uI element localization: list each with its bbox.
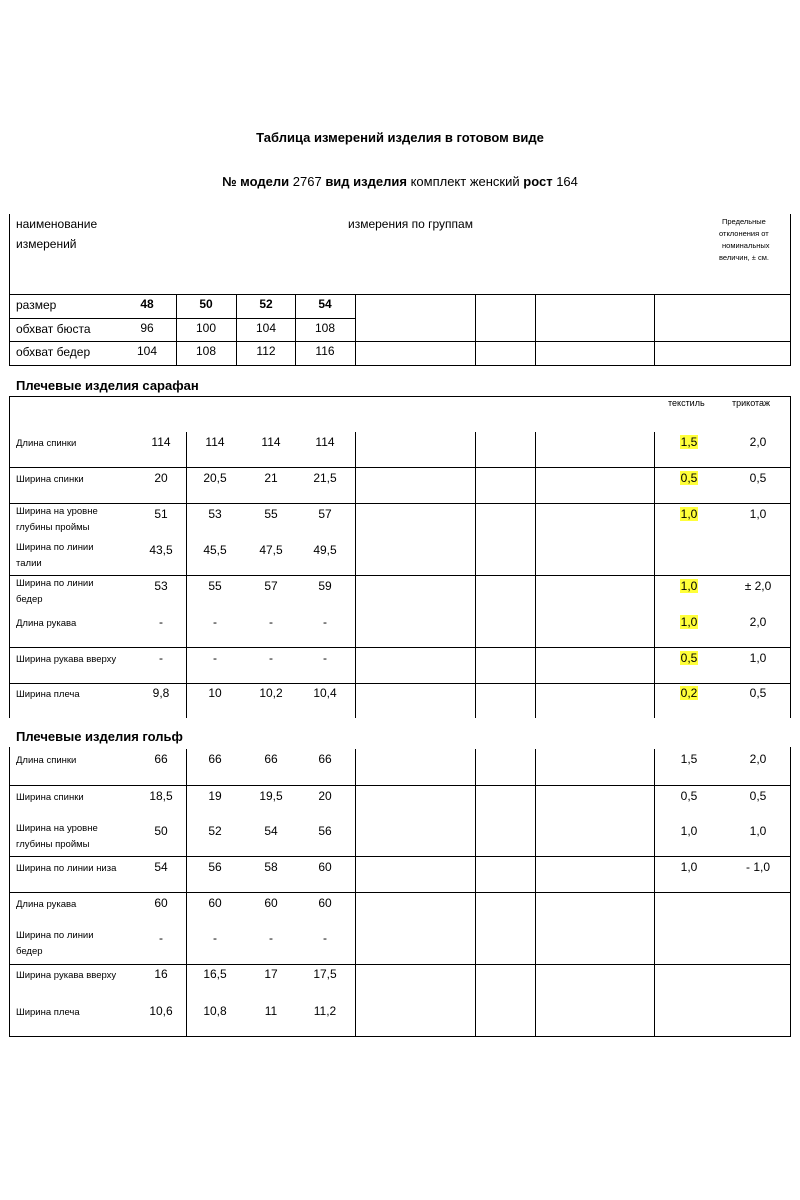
tolerance-textile-value: 1,5 xyxy=(680,435,698,449)
measure-value: 54 xyxy=(264,824,278,838)
measure-value: 10,6 xyxy=(149,1004,173,1018)
measure-value: 52 xyxy=(208,824,222,838)
size-row-label: обхват бедер xyxy=(16,345,91,359)
measure-value: 49,5 xyxy=(313,543,337,557)
tolerance-textile-value: 0,5 xyxy=(680,651,698,665)
tolerance-textile xyxy=(664,686,714,700)
measure-value: 43,5 xyxy=(149,543,173,557)
header-deviation-4: величин, ± см. xyxy=(719,253,769,262)
size-row-value: 116 xyxy=(315,344,335,358)
measure-value: 50 xyxy=(154,824,168,838)
measure-value: 19 xyxy=(208,789,222,803)
size-row-value: 52 xyxy=(259,297,273,311)
measure-label: Ширина по линии низа xyxy=(16,863,117,874)
measure-value: - xyxy=(213,651,217,665)
measure-value: 60 xyxy=(318,896,332,910)
size-row-value: 104 xyxy=(136,344,158,358)
size-row-value: 48 xyxy=(140,297,154,311)
measure-value: - xyxy=(269,931,273,945)
size-row-value: 108 xyxy=(195,344,217,358)
size-row-value: 108 xyxy=(314,321,336,335)
measure-value: 66 xyxy=(208,752,222,766)
measure-value: 21 xyxy=(264,471,278,485)
measure-value: 17,5 xyxy=(313,967,337,981)
measure-value: 20,5 xyxy=(203,471,227,485)
size-row-value: 54 xyxy=(318,297,332,311)
tolerance-knit: 1,0 xyxy=(749,824,767,838)
col-textile: текстиль xyxy=(668,398,705,408)
tolerance-textile-value: 1,0 xyxy=(680,507,698,521)
measure-value: 60 xyxy=(264,896,278,910)
size-row-label: обхват бюста xyxy=(16,322,91,336)
measure-value: 114 xyxy=(205,435,225,449)
measure-value: 55 xyxy=(208,579,222,593)
measure-label-cont: глубины проймы xyxy=(16,839,90,850)
tolerance-textile xyxy=(664,789,714,803)
header-deviation-2: отклонения от xyxy=(719,229,769,238)
tolerance-textile-value: 1,0 xyxy=(680,579,698,593)
tolerance-textile xyxy=(664,651,714,665)
model-value: 2767 xyxy=(292,174,322,189)
measure-label: Ширина спинки xyxy=(16,474,84,485)
measure-label: Ширина плеча xyxy=(16,1007,80,1018)
page-title: Таблица измерений изделия в готовом виде xyxy=(256,130,544,145)
measure-value: - xyxy=(323,615,327,629)
measure-value: 9,8 xyxy=(152,686,170,700)
measure-value: 114 xyxy=(151,435,171,449)
measure-label-cont: глубины проймы xyxy=(16,522,90,533)
header-deviation-3: номинальных xyxy=(722,241,770,250)
measure-value: 20 xyxy=(154,471,168,485)
measure-value: 11 xyxy=(264,1004,278,1018)
measure-value: 53 xyxy=(208,507,222,521)
measure-value: - xyxy=(269,615,273,629)
tolerance-textile-value: 1,5 xyxy=(680,752,698,766)
measure-value: 45,5 xyxy=(203,543,227,557)
measure-value: 66 xyxy=(318,752,332,766)
tolerance-knit: 2,0 xyxy=(749,752,767,766)
size-row-value: 112 xyxy=(256,344,276,358)
measure-value: 57 xyxy=(264,579,278,593)
measure-value: - xyxy=(323,931,327,945)
measure-value: - xyxy=(159,651,163,665)
measure-value: - xyxy=(213,615,217,629)
measure-value: 19,5 xyxy=(259,789,283,803)
tolerance-textile xyxy=(664,752,714,766)
tolerance-knit: - 1,0 xyxy=(745,860,770,874)
measure-value: 60 xyxy=(318,860,332,874)
tolerance-textile xyxy=(664,824,714,838)
size-row-value: 100 xyxy=(195,321,217,335)
tolerance-knit: 0,5 xyxy=(749,789,767,803)
measure-label: Длина рукава xyxy=(16,618,77,629)
tolerance-knit: 2,0 xyxy=(749,435,767,449)
measure-value: 59 xyxy=(318,579,332,593)
header-deviation-1: Предельные xyxy=(722,217,766,226)
measure-label: Ширина на уровне xyxy=(16,506,98,517)
measure-label: Ширина на уровне xyxy=(16,823,98,834)
measure-label: Длина рукава xyxy=(16,899,77,910)
measure-label: Ширина плеча xyxy=(16,689,80,700)
measure-value: 51 xyxy=(154,507,168,521)
tolerance-textile xyxy=(664,471,714,485)
tolerance-textile-value: 1,0 xyxy=(680,615,698,629)
measure-value: 53 xyxy=(154,579,168,593)
height-value: 164 xyxy=(556,174,578,189)
tolerance-textile xyxy=(664,579,714,593)
measure-value: 114 xyxy=(261,435,281,449)
measure-label: Ширина рукава вверху xyxy=(16,654,117,665)
section-title-golf: Плечевые изделия гольф xyxy=(16,729,183,744)
tolerance-textile-value: 0,5 xyxy=(680,789,698,803)
measure-value: 60 xyxy=(154,896,168,910)
header-name-col: наименование xyxy=(16,217,98,231)
measure-value: 66 xyxy=(264,752,278,766)
measure-label-cont: талии xyxy=(16,558,42,569)
model-subtitle xyxy=(0,174,800,189)
tolerance-knit: 1,0 xyxy=(749,651,767,665)
height-label: рост xyxy=(523,174,553,189)
header-groups-col: измерения по группам xyxy=(348,217,473,231)
section-title-sarafan: Плечевые изделия сарафан xyxy=(16,378,199,393)
measure-label: Длина спинки xyxy=(16,438,77,449)
measure-value: 54 xyxy=(154,860,168,874)
measure-value: 56 xyxy=(208,860,222,874)
col-knit: трикотаж xyxy=(732,398,771,408)
tolerance-textile xyxy=(664,615,714,629)
measure-label: Длина спинки xyxy=(16,755,77,766)
measure-label-cont: бедер xyxy=(16,946,43,957)
header-name-col-2: измерений xyxy=(16,237,77,251)
measure-value: 55 xyxy=(264,507,278,521)
tolerance-textile xyxy=(664,435,714,449)
measure-value: 10,8 xyxy=(203,1004,227,1018)
type-value: комплект женский xyxy=(410,174,520,189)
measure-value: 66 xyxy=(154,752,168,766)
tolerance-knit: 0,5 xyxy=(749,686,767,700)
measure-value: - xyxy=(159,615,163,629)
measure-value: 17 xyxy=(264,967,278,981)
measure-value: 18,5 xyxy=(149,789,173,803)
tolerance-textile-value: 1,0 xyxy=(680,860,698,874)
measure-value: 10,4 xyxy=(313,686,337,700)
measure-value: 10 xyxy=(208,686,222,700)
tolerance-textile-value: 1,0 xyxy=(680,824,698,838)
measure-label: Ширина по линии xyxy=(16,578,94,589)
measure-value: 47,5 xyxy=(259,543,283,557)
measure-value: - xyxy=(323,651,327,665)
size-row-value: 50 xyxy=(199,297,213,311)
tolerance-textile-value: 0,2 xyxy=(680,686,698,700)
type-label: вид изделия xyxy=(325,174,407,189)
measure-value: 10,2 xyxy=(259,686,283,700)
measure-value: 21,5 xyxy=(313,471,337,485)
tolerance-textile-value: 0,5 xyxy=(680,471,698,485)
measure-value: 114 xyxy=(315,435,335,449)
measure-value: - xyxy=(213,931,217,945)
tolerance-textile xyxy=(664,860,714,874)
tolerance-knit: 2,0 xyxy=(749,615,767,629)
tolerance-knit: 1,0 xyxy=(749,507,767,521)
measure-label: Ширина по линии xyxy=(16,542,94,553)
tolerance-knit: 0,5 xyxy=(749,471,767,485)
measure-label: Ширина спинки xyxy=(16,792,84,803)
measure-value: 58 xyxy=(264,860,278,874)
size-row-label: размер xyxy=(16,298,57,312)
size-row-value: 96 xyxy=(140,321,154,335)
measure-value: 16,5 xyxy=(203,967,227,981)
measure-value: 20 xyxy=(318,789,332,803)
measure-value: 16 xyxy=(154,967,168,981)
measure-value: - xyxy=(159,931,163,945)
measure-value: - xyxy=(269,651,273,665)
size-row-value: 104 xyxy=(255,321,277,335)
measure-label-cont: бедер xyxy=(16,594,43,605)
measure-value: 57 xyxy=(318,507,332,521)
model-label: № модели xyxy=(222,174,290,189)
tolerance-textile xyxy=(664,507,714,521)
measure-value: 60 xyxy=(208,896,222,910)
measure-value: 56 xyxy=(318,824,332,838)
measure-value: 11,2 xyxy=(313,1004,337,1018)
tolerance-knit: ± 2,0 xyxy=(744,579,772,593)
measure-label: Ширина по линии xyxy=(16,930,94,941)
measure-label: Ширина рукава вверху xyxy=(16,970,117,981)
